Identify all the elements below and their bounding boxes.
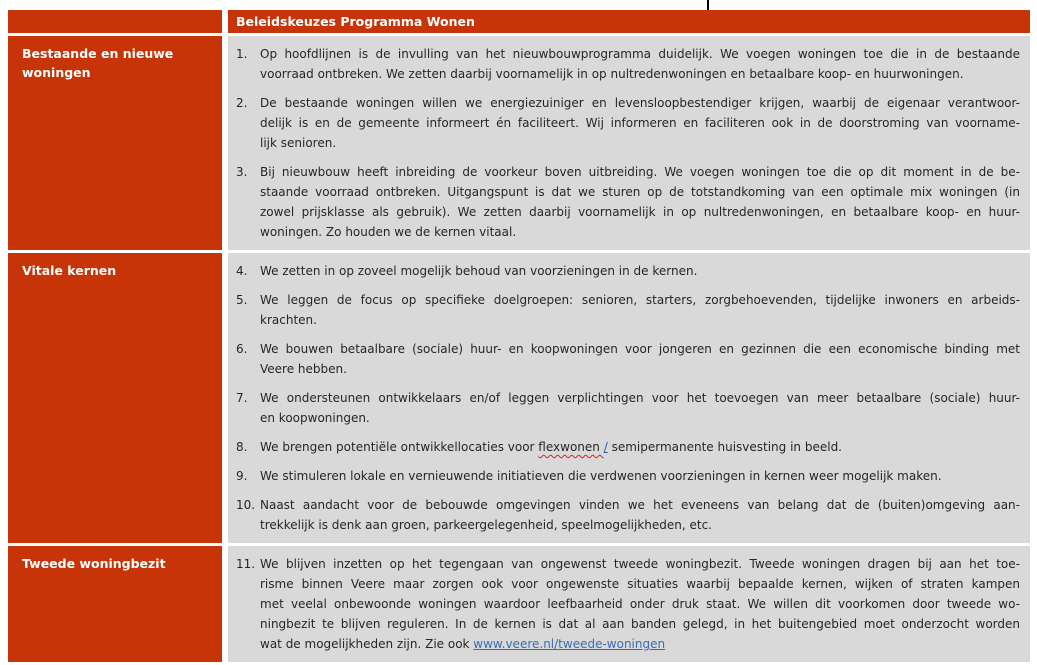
header-title-cell <box>228 10 1030 33</box>
item-number: 9. <box>236 469 248 483</box>
row-label: Bestaande en nieuwe woningen <box>22 46 174 80</box>
row-content-cell <box>228 36 1030 250</box>
item-last-line <box>260 634 1020 654</box>
row-content-cell <box>228 546 1030 662</box>
item-number: 8. <box>236 440 248 454</box>
item-text: We leggen de focus op specifieke doelgroepen: senioren, starters, zorgbehoevenden, tijdelijke inwoners en arbeids- krachten. <box>260 293 1020 327</box>
policy-item-8 <box>236 437 1020 457</box>
row-bestaande-en-nieuwe-woningen <box>8 36 1030 250</box>
item-number: 11. <box>236 557 256 571</box>
item-text <box>260 554 1020 654</box>
item-text: We zetten in op zoveel mogelijk behoud van voorzieningen in de kernen. <box>260 264 698 278</box>
item-number: 4. <box>236 264 248 278</box>
row-label-cell <box>8 253 222 543</box>
item-number: 3. <box>236 165 248 179</box>
table-title: Beleidskeuzes Programma Wonen <box>236 14 475 29</box>
policy-item-9 <box>236 466 1020 486</box>
item-text-lines: We blijven inzetten op het tegengaan van ongewenst tweede woningbezit. Tweede woningen dragen bij aan het toe- risme binnen Veere maar zorgen ook voor ongewenste situaties waarbij bepaalde kernen, wijken of straten kampen met veelal onbewoonde woningen waardoor leefbaarheid onder druk staat. We willen dit voorkomen door tweede wo- ningbezit te blijven reguleren. In de kernen is dat al aan banden gelegd, in het buitengebied moet onderzocht worden <box>260 557 1020 631</box>
inserted-slash: / <box>603 440 608 454</box>
item-text: We stimuleren lokale en vernieuwende initiatieven die verdwenen voorzieningen in kernen weer mogelijk maken. <box>260 469 942 483</box>
row-label: Tweede woningbezit <box>22 556 166 571</box>
item-number: 1. <box>236 47 248 61</box>
misspelled-word: flexwonen <box>538 440 604 454</box>
row-vitale-kernen <box>8 253 1030 543</box>
policy-item-4 <box>236 261 1020 281</box>
policy-item-7 <box>236 388 1020 428</box>
row-label-cell <box>8 546 222 662</box>
table-header-row <box>8 10 1030 33</box>
item-text: We ondersteunen ontwikkelaars en/of leggen verplichtingen voor het toevoegen van meer betaalbare (sociale) huur- en koopwoningen. <box>260 391 1020 425</box>
row-label-cell <box>8 36 222 250</box>
policy-item-1 <box>236 44 1020 84</box>
item-text: Bij nieuwbouw heeft inbreiding de voorkeur boven uitbreiding. We voegen woningen toe die op dit moment in de be- staande voorraad ontbreken. Uitgangspunt is dat we sturen op de totstandkoming van een optimale mix woningen (in zowel prijsklasse als gebruik). We zetten daarbij voornamelijk in op nultredenwoningen, en betaalbare koop- en huur- woningen. Zo houden we de kernen vitaal. <box>260 165 1020 239</box>
row-content-cell <box>228 253 1030 543</box>
policy-item-3 <box>236 162 1020 242</box>
policy-item-6 <box>236 339 1020 379</box>
item-number: 7. <box>236 391 248 405</box>
item-text: Op hoofdlijnen is de invulling van het nieuwbouwprogramma duidelijk. We voegen woningen toe die in de bestaande voorraad ontbreken. We zetten daarbij voornamelijk in op nultredenwoningen en betaalbare koop- en huurwoningen. <box>260 47 1020 81</box>
item-number: 6. <box>236 342 248 356</box>
policy-item-5 <box>236 290 1020 330</box>
item-number: 2. <box>236 96 248 110</box>
policy-item-11 <box>236 554 1020 654</box>
item-text-segment: We brengen potentiële ontwikkellocaties voor <box>260 440 539 454</box>
row-label: Vitale kernen <box>22 263 117 278</box>
policy-item-10 <box>236 495 1020 535</box>
policy-table <box>8 10 1030 665</box>
veere-link[interactable]: www.veere.nl/tweede-woningen <box>473 637 666 651</box>
row-tweede-woningbezit <box>8 546 1030 662</box>
policy-item-2 <box>236 93 1020 153</box>
item-number: 10. <box>236 498 256 512</box>
item-text: De bestaande woningen willen we energiezuiniger en levensloopbestendiger krijgen, waarbij de eigenaar verantwoor- delijk is en de gemeente informeert én faciliteert. Wij informeren en faciliteren ook in de doorstroming van voorname- lijk senioren. <box>260 96 1020 150</box>
item-text-segment: semipermanente huisvesting in beeld. <box>607 440 842 454</box>
item-number: 5. <box>236 293 248 307</box>
item-text: We bouwen betaalbare (sociale) huur- en koopwoningen voor jongeren en gezinnen die een economische binding met Veere hebben. <box>260 342 1020 376</box>
header-left-cell <box>8 10 222 33</box>
item-text <box>260 437 1020 457</box>
item-text: Naast aandacht voor de bebouwde omgevingen vinden we het eveneens van belang dat de (buiten)omgeving aan- trekkelijk is denk aan groen, parkeergelegenheid, speelmogelijkheden, etc. <box>260 498 1020 532</box>
item-text-segment: wat de mogelijkheden zijn. Zie ook <box>260 637 474 651</box>
